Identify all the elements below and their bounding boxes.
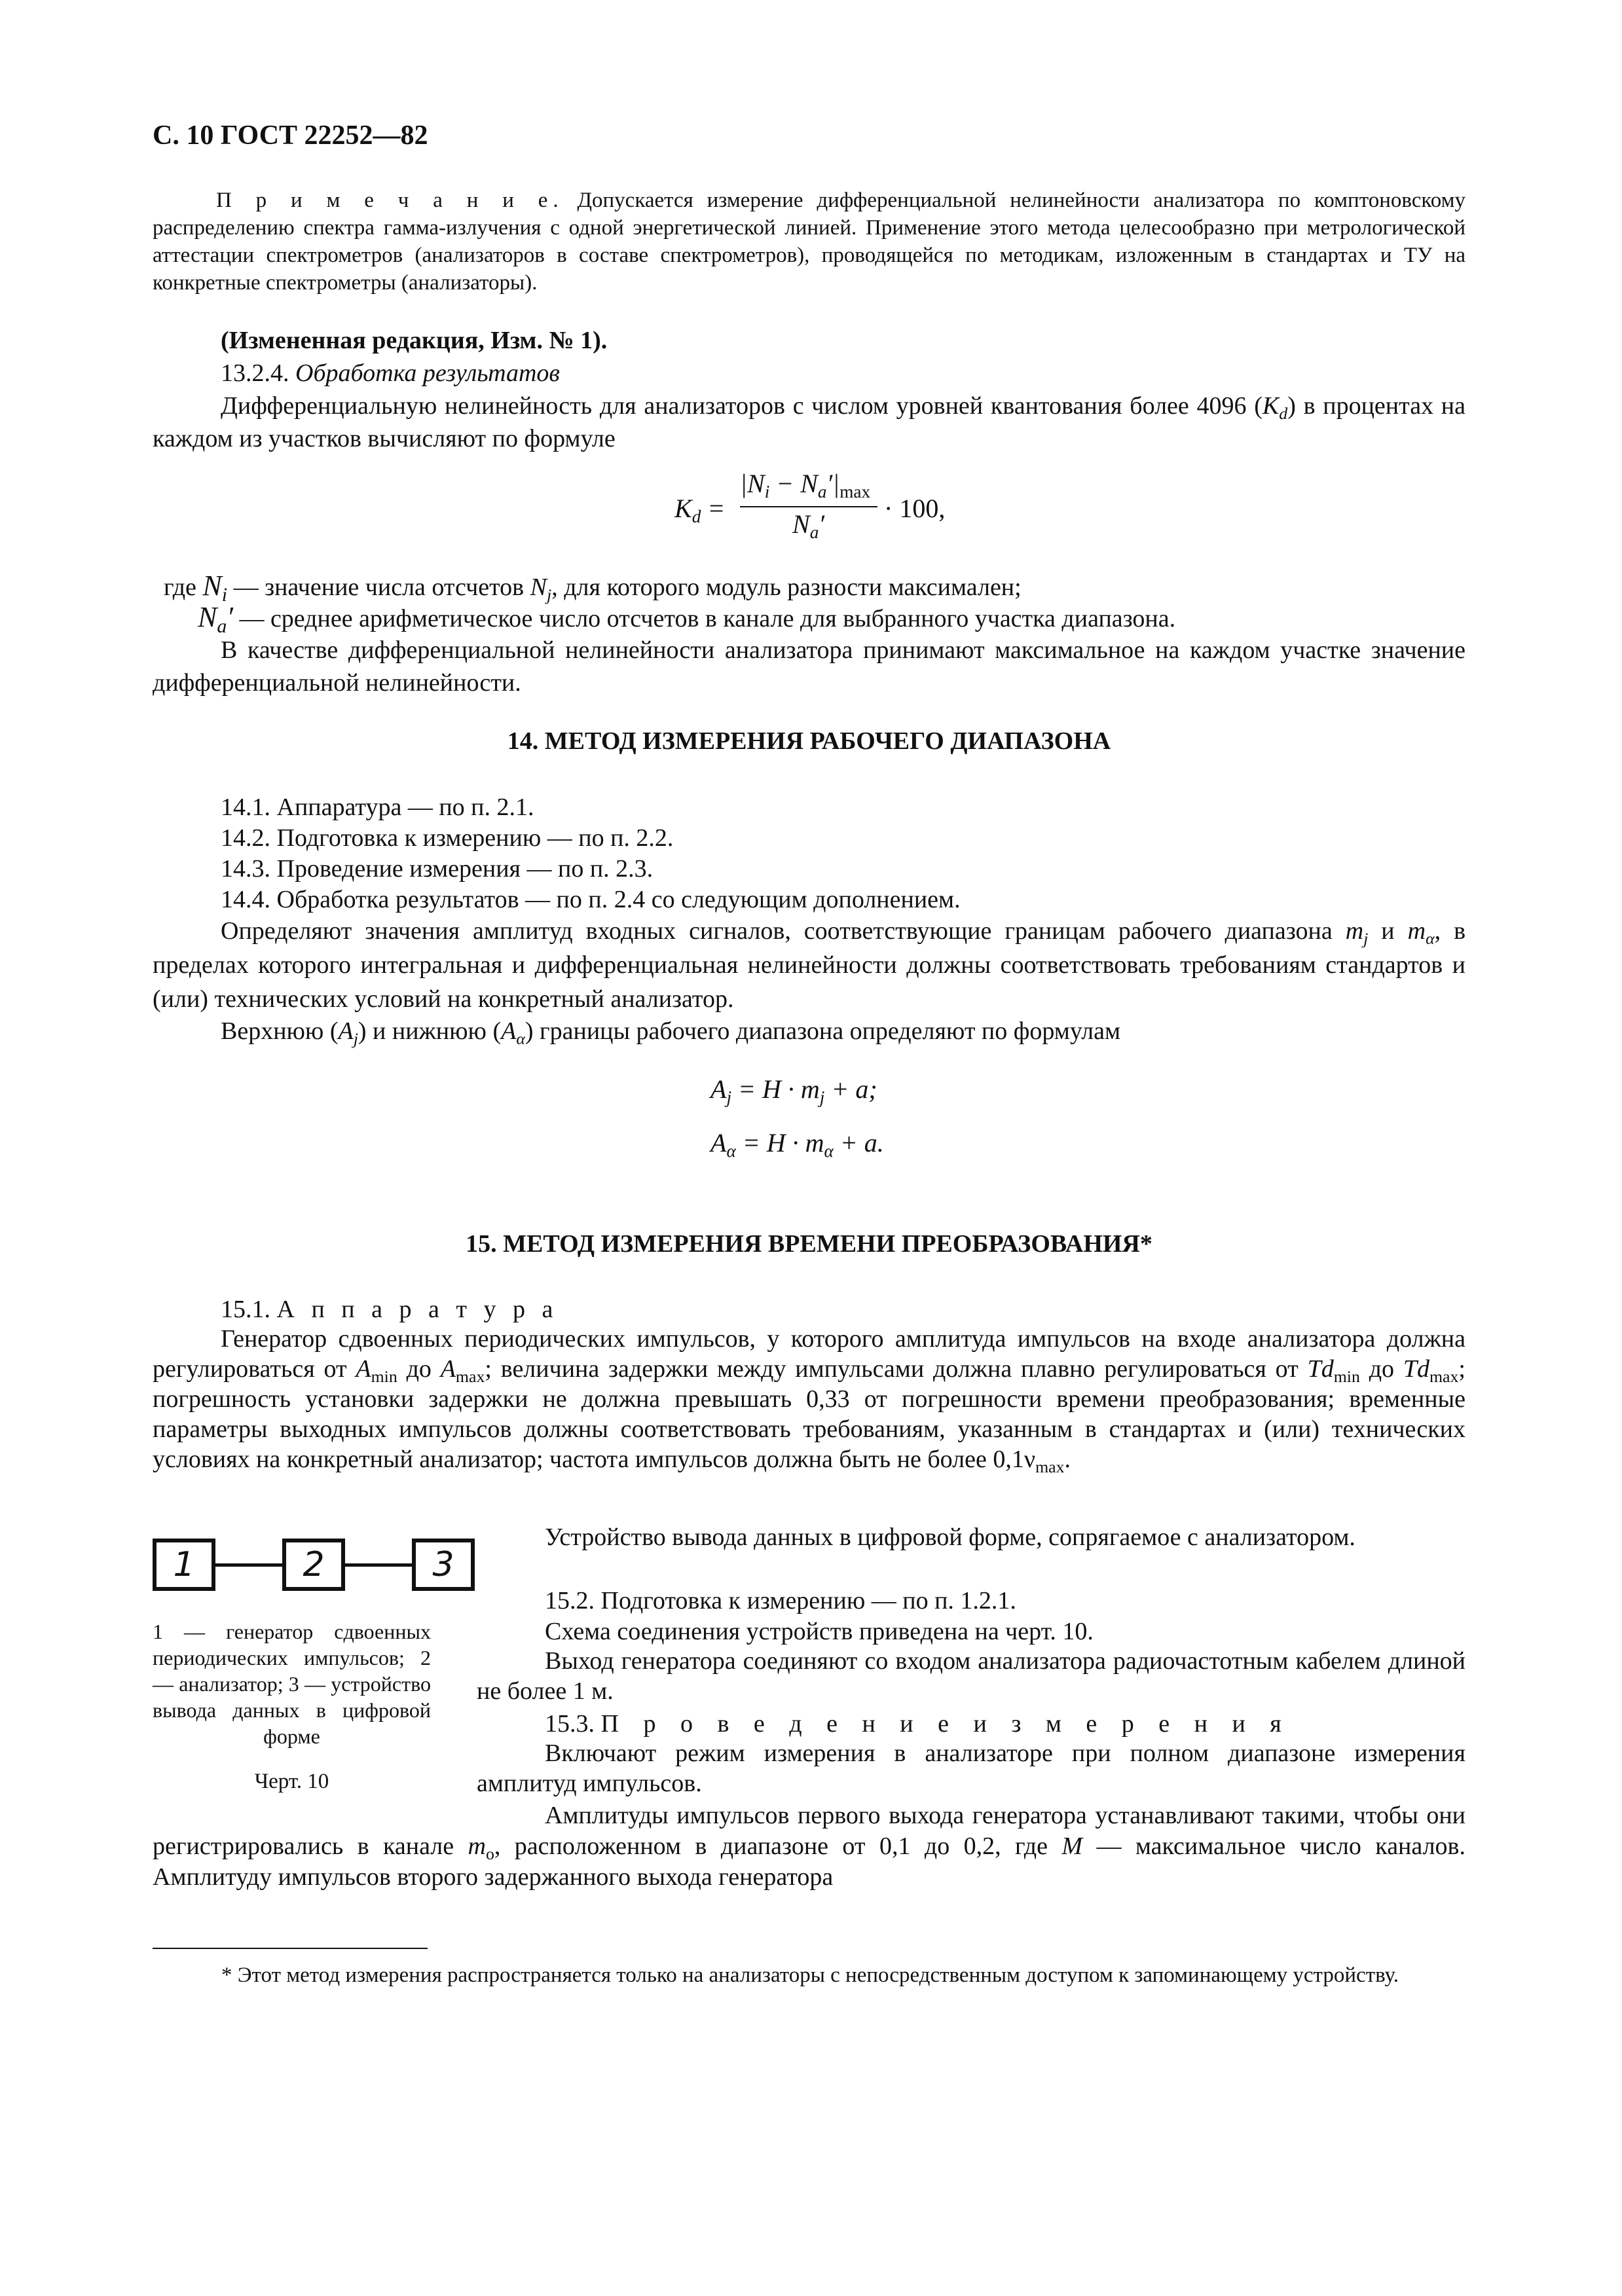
amplitude-paragraph: Амплитуды импульсов первого выхода генератора устанавливают такими, чтобы они регистрировались в канале $m_o$, расположенном в диапазоне от 0,1 до 0,2, где M — максимальное число каналов. Амплитуду импульсов второго задержанного выхода генератора — [153, 1802, 1465, 1891]
box-1: 1 — [153, 1539, 215, 1591]
where-l2-text: — среднее арифметическое число отсчетов в канале для выбранного участка диапазона. — [239, 605, 1176, 632]
figure-label: Черт. 10 — [254, 1770, 329, 1793]
formula-aj: $A_j = H \cdot m_j + a$; — [710, 1074, 877, 1108]
where-l1-tail: , для которого модуль разности максимален; — [551, 574, 1022, 601]
var-nj: $N_j$ — [530, 574, 552, 604]
var-na: $N_a'$ — [198, 601, 233, 637]
kd-intro-text-b: в процентах на каждом из участков вычисляют по формуле — [153, 392, 1465, 452]
scheme-text: Схема соединения устройств приведена на черт. 10. — [545, 1618, 1094, 1645]
box-2: 2 — [282, 1539, 345, 1591]
var-ni: $N_i$ — [202, 570, 228, 606]
subsection-title: Обработка результатов — [295, 359, 560, 387]
section-14-paragraph-2: Верхнюю $(A_j)$ и нижнюю $(A_\alpha)$ границы рабочего диапазона определяют по формулам — [221, 1017, 1121, 1048]
connector-2-3 — [345, 1563, 412, 1567]
generator-paragraph: Генератор сдвоенных периодических импульсов, у которого амплитуда импульсов на входе анализатора должна регулироваться от $A_{min}$ до $A_{max}$; величина задержки между импульсами должна плавно регулироваться от $Td_{min}$ до $Td_{max}$; погрешность установки задержки не должна превышать 0,33 от погрешности времени преобразования; временные параметры выходных импульсов должны соответствовать требованиям, указанным в стандартах и (или) технических условиях на конкретный анализатор; частота импульсов должна быть не более $0,1\nu_{max}$. — [153, 1325, 1465, 1476]
where-line-2 — [198, 601, 1175, 635]
item-14-1: 14.1. Аппаратура — по п. 2.1. — [221, 793, 534, 821]
note-paragraph — [153, 187, 1465, 297]
section-14-paragraph-1: Определяют значения амплитуд входных сигналов, соответствующие границам рабочего диапазона $m_j$ и $m_\alpha$, в пределах которого интегральная и дифференциальная нелинейности должны соответствовать требованиям стандартов и (или) технических условий на конкретный анализатор. — [153, 917, 1466, 1013]
figure-caption: 1 — генератор сдвоенных периодических импульсов; 2 — анализатор; 3 — устройство вывода данных в цифровой форме — [153, 1620, 431, 1748]
mode-paragraph: Включают режим измерения в анализаторе при полном диапазоне измерения амплитуд импульсов. — [477, 1740, 1465, 1797]
page-header: С. 10 ГОСТ 22252—82 — [153, 120, 428, 151]
formula-tail: · 100, — [884, 494, 946, 523]
where-line-1 — [164, 570, 1022, 604]
conclusion-paragraph: В качестве дифференциальной нелинейности анализатора принимают максимальное на каждом участке значение дифференциальной нелинейности. — [153, 636, 1465, 697]
section-14-title: 14. МЕТОД ИЗМЕРЕНИЯ РАБОЧЕГО ДИАПАЗОНА — [507, 727, 1111, 755]
subsection-15-1: 15.1. А п п а р а т у р а — [221, 1296, 559, 1323]
subsection-15-3: 15.3. П р о в е д е н и е и з м е р е н и я — [545, 1710, 1291, 1738]
subsection-15-2: 15.2. Подготовка к измерению — по п. 1.2.1. — [545, 1587, 1016, 1614]
kd-intro-paragraph: Дифференциальную нелинейность для анализаторов с числом уровней квантования более 4096 $(K_d)$ в процентах на каждом из участков вычисляют по формуле — [153, 392, 1465, 452]
note-text: Допускается измерение дифференциальной нелинейности анализатора по комптоновскому распределению спектра гамма-излучения с одной энергетической линией. Применение этого метода целесообразно при метрологической аттестации спектрометров (анализаторов в составе спектрометров), проводящейся по методикам, изложенным в стандартах и ТУ на конкретные спектрометры (анализаторы). — [153, 189, 1466, 295]
where-l1-text: — значение числа отсчетов — [233, 574, 525, 601]
box-3: 3 — [412, 1539, 475, 1591]
item-14-3: 14.3. Проведение измерения — по п. 2.3. — [221, 855, 654, 883]
connector-1-2 — [215, 1563, 282, 1567]
subsection-13-2-4 — [221, 357, 560, 390]
amendment-note: (Измененная редакция, Изм. № 1). — [221, 327, 608, 354]
subsection-number: 13.2.4. — [221, 359, 289, 387]
footnote: * Этот метод измерения распространяется только на анализаторы с непосредственным доступом к запоминающему устройству. — [221, 1963, 1399, 1987]
note-label: П р и м е ч а н и е. — [216, 189, 564, 212]
cable-paragraph: Выход генератора соединяют со входом анализатора радиочастотным кабелем длиной не более 1 м. — [477, 1647, 1465, 1705]
section-15-title: 15. МЕТОД ИЗМЕРЕНИЯ ВРЕМЕНИ ПРЕОБРАЗОВАНИЯ* — [466, 1230, 1152, 1258]
formula-aalpha: $A_\alpha = H \cdot m_\alpha + a$. — [710, 1128, 884, 1161]
where-prefix: где — [164, 574, 196, 601]
item-14-2: 14.2. Подготовка к измерению — по п. 2.2. — [221, 824, 674, 852]
formula-numerator: $|N_i - N_a'|_{max}$ — [740, 469, 871, 502]
fraction-bar — [740, 506, 877, 507]
formula-denominator: $N_a'$ — [792, 509, 825, 543]
kd-intro-text: Дифференциальную нелинейность для анализаторов с числом уровней квантования более 4096 — [221, 392, 1247, 420]
output-device-paragraph: Устройство вывода данных в цифровой форме, сопрягаемое с анализатором. — [545, 1523, 1355, 1551]
formula-lhs: $K_d$ = — [674, 494, 726, 527]
footnote-divider — [153, 1948, 428, 1949]
kd-symbol: $K_d$ — [1262, 392, 1288, 423]
formula-kd — [674, 468, 1002, 553]
item-14-4: 14.4. Обработка результатов — по п. 2.4 со следующим дополнением. — [221, 886, 961, 913]
